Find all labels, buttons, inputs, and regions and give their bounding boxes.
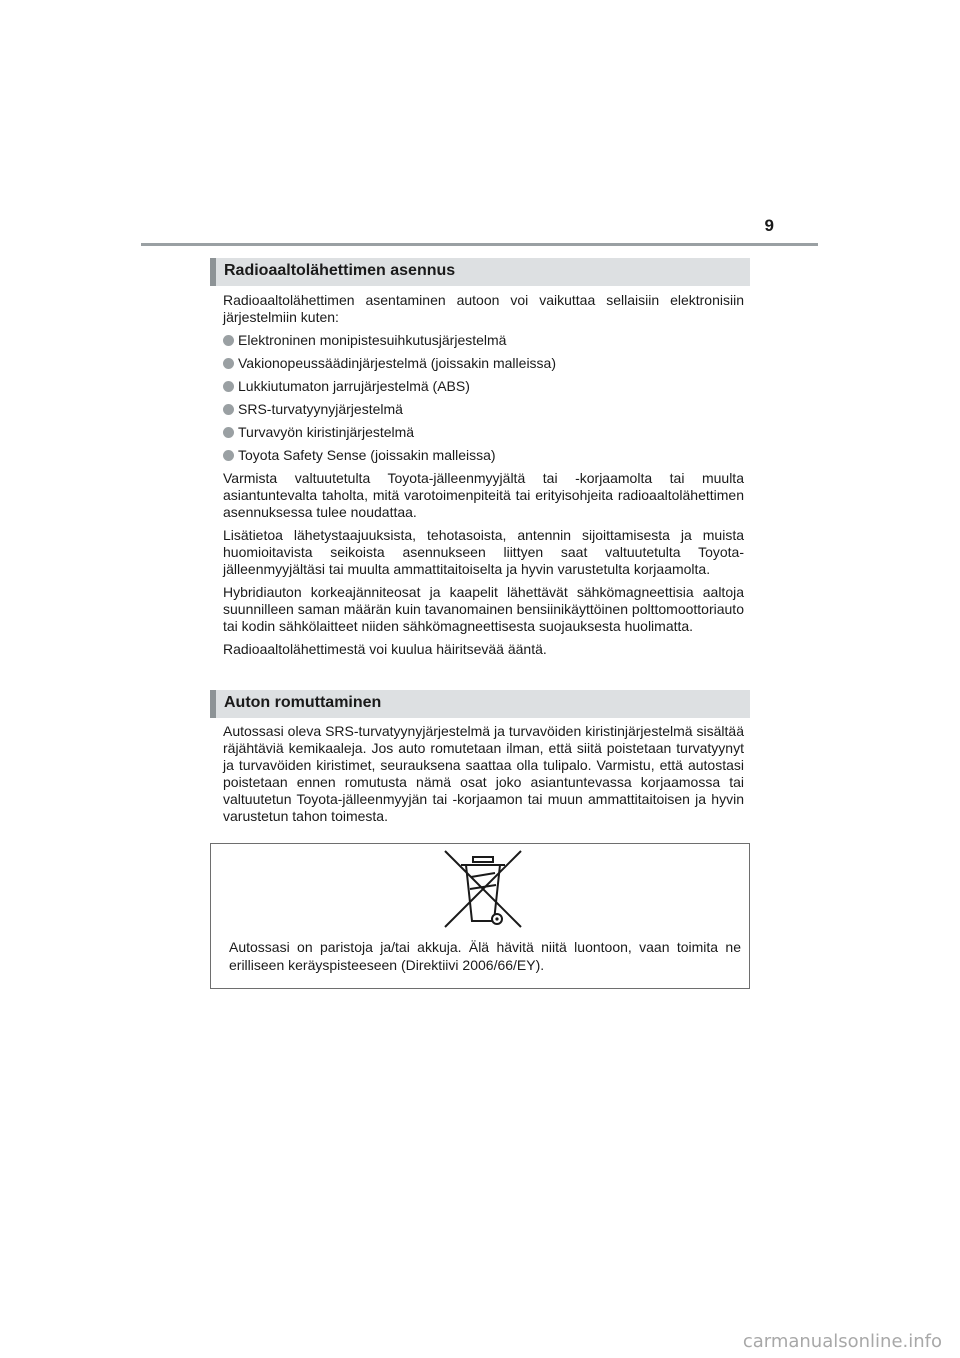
list-item bbox=[223, 401, 744, 418]
bullet-icon bbox=[223, 404, 234, 415]
systems-list bbox=[223, 332, 744, 464]
bullet-icon bbox=[223, 450, 234, 461]
bullet-icon bbox=[223, 358, 234, 369]
section-heading-text: Auton romuttaminen bbox=[224, 694, 382, 711]
bullet-icon bbox=[223, 381, 234, 392]
header-rule bbox=[141, 243, 818, 246]
watermark: carmanualsonline.info bbox=[742, 1331, 942, 1352]
section-heading-vehicle-scrapping bbox=[210, 690, 750, 718]
list-item-text: Turvavyön kiristinjärjestelmä bbox=[238, 424, 415, 440]
intro-paragraph: Radioaaltolähettimen asentaminen autoon voi vaikuttaa sellaisiin elektronisiin järjestelmiin kuten: bbox=[223, 292, 744, 325]
section-heading-radio-transmitter bbox=[210, 258, 750, 286]
body-paragraph: Varmista valtuutetulta Toyota-jälleenmyyjältä tai -korjaamolta tai muulta asiantuntevalta taholta, mitä varotoimenpiteitä tai erityisohjeita radioaaltolähettimen asennuksessa tulee noudattaa. bbox=[223, 470, 744, 520]
list-item-text: Lukkiutumaton jarrujärjestelmä (ABS) bbox=[238, 378, 470, 394]
battery-disposal-notice bbox=[210, 843, 750, 989]
section-body-vehicle-scrapping bbox=[223, 723, 744, 831]
page-number: 9 bbox=[764, 216, 774, 235]
list-item bbox=[223, 355, 744, 372]
list-item bbox=[223, 332, 744, 349]
list-item bbox=[223, 424, 744, 441]
list-item-text: SRS-turvatyynyjärjestelmä bbox=[238, 401, 403, 417]
list-item-text: Toyota Safety Sense (joissakin malleissa) bbox=[238, 447, 496, 463]
bullet-icon bbox=[223, 335, 234, 346]
section-body-radio-transmitter bbox=[223, 292, 744, 664]
crossed-out-wheelie-bin-icon bbox=[441, 847, 525, 931]
list-item-text: Vakionopeussäädinjärjestelmä (joissakin malleissa) bbox=[238, 355, 557, 371]
list-item bbox=[223, 378, 744, 395]
body-paragraph: Radioaaltolähettimestä voi kuulua häiritsevää ääntä. bbox=[223, 641, 547, 657]
list-item bbox=[223, 447, 744, 464]
body-paragraph: Autossasi oleva SRS-turvatyynyjärjestelmä ja turvavöiden kiristinjärjestelmä sisältää räjähtäviä kemikaaleja. Jos auto romutetaan ilman, että siitä poistetaan turvatyynyt ja turvavöiden kiristimet, seurauksena saattaa olla tulipalo. Varmistu, että autostasi poistetaan ennen romutusta nämä osat joko asiantuntevassa korjaamossa tai valtuutetun Toyota-jälleenmyyjän tai -korjaamon tai muun ammattitaitoisen ja hyvin varustetun tahon toimesta. bbox=[223, 723, 744, 824]
body-paragraph: Lisätietoa lähetystaajuuksista, tehotasoista, antennin sijoittamisesta ja muista huomioitavista seikoista asennukseen liittyen saat valtuutetulta Toyota-jälleenmyyjältäsi tai muulta ammattitaitoiselta ja hyvin varustetulta korjaamolta. bbox=[223, 527, 744, 577]
bullet-icon bbox=[223, 427, 234, 438]
body-paragraph: Hybridiauton korkeajänniteosat ja kaapelit lähettävät sähkömagneettisia aaltoja suunnilleen saman määrän kuin tavanomainen bensiinikäyttöinen polttomoottoriauto tai kodin sähkölaitteet niiden sähkömagneettisesta suojauksesta huolimatta. bbox=[223, 584, 744, 634]
section-heading-text: Radioaaltolähettimen asennus bbox=[224, 262, 456, 279]
disposal-notice-text: Autossasi on paristoja ja/tai akkuja. Älä hävitä niitä luontoon, vaan toimita ne erilliseen keräyspisteeseen (Direktiivi 2006/66/EY). bbox=[229, 939, 741, 973]
list-item-text: Elektroninen monipistesuihkutusjärjestelmä bbox=[238, 332, 507, 348]
